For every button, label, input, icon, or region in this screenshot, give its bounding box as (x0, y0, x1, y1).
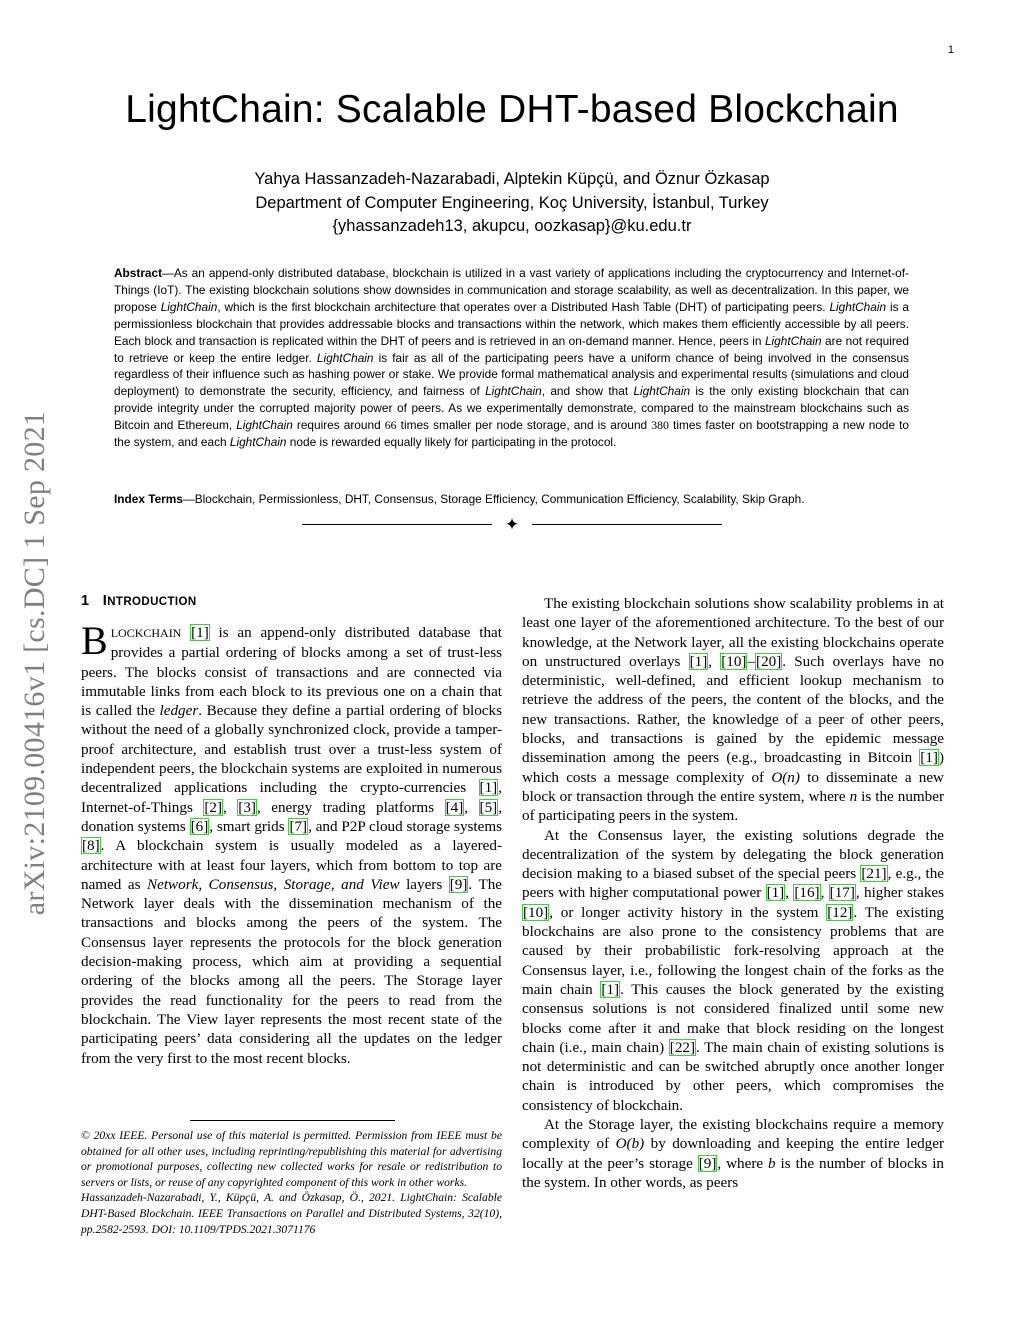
page-number: 1 (947, 44, 954, 56)
section-separator (300, 515, 724, 535)
section-heading (81, 593, 501, 609)
citation-link[interactable]: [17] (829, 884, 855, 902)
intro-paragraph-2 (522, 594, 944, 826)
abstract-text: , and show that (541, 384, 634, 399)
author-emails: {yhassanzadeh13, akupcu, oozkasap}@ku.edu.tr (332, 217, 692, 235)
citation-link[interactable]: [7] (289, 817, 308, 835)
copyright-notice: © 20xx IEEE. Personal use of this material is permitted. Permission from IEEE must be obtained for all other uses, including reprinting/republishing this material for advertising or promotional purposes, collecting new collected works for resale or redistribution to servers or lists, or reuse of any copyrighted component of this work in other works. (81, 1129, 502, 1189)
citation-notice: Hassanzadeh-Nazarabadi, Y., Küpçü, A. and Özkasap, Ö., 2021. LightChain: Scalable DHT-Based Blockchain. IEEE Transactions on Parallel and Distributed Systems, 32(10), pp.2582-2593. DOI: 10.1109/TPDS.2021.3071176 (81, 1191, 502, 1236)
system-name: LightChain (485, 384, 542, 399)
left-column (81, 618, 503, 1068)
system-name: LightChain (316, 350, 374, 365)
citation-link[interactable]: [5] (479, 798, 498, 816)
abstract (114, 265, 909, 451)
separator-diamond-icon: ✦ (504, 515, 520, 534)
citation-link[interactable]: [4] (445, 798, 464, 816)
citation-link[interactable]: [1] (479, 779, 498, 797)
body-text: is the number of participating peers in the system. (522, 787, 945, 825)
abstract-text: , which is the first blockchain architecture that operates over a Distributed Hash Table (DHT) of participating peers. (217, 299, 830, 314)
body-text: , (708, 652, 721, 670)
citation-link[interactable]: [9] (698, 1154, 717, 1172)
bootstrap-factor: 380 (651, 418, 669, 433)
citation-link[interactable]: [20] (756, 652, 782, 670)
drop-cap: B (81, 618, 108, 663)
footnote-rule (190, 1120, 395, 1121)
abstract-text: requires around (292, 418, 385, 433)
author-affiliation: Department of Computer Engineering, Koç University, İstanbul, Turkey (255, 193, 769, 212)
body-text: , or longer activity history in the system (549, 903, 827, 921)
body-text: . The main chain of existing solutions is not deterministic and can be switched abruptly once another longer chain is introduced by other peers, which compromises the consistency of blockchain. (522, 1038, 944, 1114)
author-names: Yahya Hassanzadeh-Nazarabadi, Alptekin Küpçü, and Öznur Özkasap (254, 170, 770, 188)
citation-link[interactable]: [10] (721, 652, 747, 670)
footnote (81, 1128, 502, 1237)
body-text: . A blockchain system is usually modeled as a layered-architecture with at least four layers, which from bottom to top are named as (81, 837, 502, 893)
system-name: LightChain (829, 299, 887, 314)
index-terms-dash: — (182, 492, 195, 506)
abstract-dash: — (162, 266, 174, 280)
layer-names: Network, Consensus, Storage, and View (147, 875, 400, 893)
abstract-text: are not required to retrieve or keep the entire ledger. (114, 333, 909, 365)
right-column (522, 594, 944, 1192)
body-text: – (747, 652, 756, 670)
complexity-on: O(n) (771, 768, 800, 786)
citation-link[interactable]: [22] (669, 1038, 696, 1056)
lead-word: LOCKCHAIN (110, 626, 182, 640)
index-terms-text: Blockchain, Permissionless, DHT, Consensus, Storage Efficiency, Communication Efficiency, Scalability, Skip Graph. (194, 492, 805, 506)
storage-factor: 66 (384, 418, 397, 433)
abstract-text: is fair as all of the participating peers have a uniform chance of being involved in the consensus regardless of their influence such as hashing power or stake. We provide formal mathematical analysis and experimental results (simulations and cloud deployment) to demonstrate the security, efficiency, and fairness of (114, 350, 909, 399)
body-text: . Because they define a partial ordering of blocks without the need of a globally synchronized clock, provide a tamper-proof architecture, and establish trust over a trust-less system of independent peers, the blockchain systems are exploited in numerous decentralized applications including the crypto-currencies (81, 702, 502, 797)
abstract-label: Abstract (114, 266, 163, 280)
abstract-text: is the only existing blockchain that can provide integrity under the corrupted majority power of peers. As we experimentally demonstrate, compared to the mainstream blockchains such as Bitcoin and Ethereum, (114, 384, 909, 433)
var-b: b (768, 1154, 776, 1172)
citation-link[interactable]: [1] (920, 749, 938, 767)
arxiv-stamp: arXiv:2109.00416v1 [cs.DC] 1 Sep 2021 (18, 410, 51, 916)
citation-link[interactable]: [1] (689, 652, 708, 670)
body-text: At the Storage layer, the existing blockchains require a memory complexity of (522, 1116, 944, 1153)
body-text: , donation systems (81, 798, 502, 835)
citation-link[interactable]: [12] (827, 903, 853, 921)
body-text: , Internet-of-Things (81, 779, 502, 816)
body-text: by downloading and keeping the entire ledger locally at the peer’s storage (522, 1135, 944, 1172)
body-text: . Such overlays have no deterministic, well-defined, and efficient lookup mechanism to retrieve the address of the peers, the content of the blocks, and the new transactions. Rather, the knowledge of a peer of other peers, blocks, and transactions is gained by the epidemic message dissemination among the peers (e.g., broadcasting in Bitcoin (522, 652, 944, 767)
body-text: . This causes the block generated by the existing consensus solutions is not considered finalized until some new blocks come after it and make that block residing on the longest chain (i.e., main chain) (522, 980, 944, 1056)
body-text: layers (399, 875, 449, 893)
body-text: , e.g., the peers with higher computational power (522, 865, 944, 902)
system-name: LightChain (764, 333, 822, 348)
body-text: is the number of blocks in the system. In other words, as peers (522, 1154, 944, 1191)
abstract-text: As an append-only distributed database, blockchain is utilized in a vast variety of applications including the cryptocurrency and Internet-of-Things (IoT). The existing blockchain solutions show downsides in communication and storage scalability, as well as decentralization. In this paper, we propose (114, 266, 909, 314)
body-text: . The existing blockchains are also prone to the consistency problems that are caused by their probabilistic fork-resolving approach at the Consensus layer, i.e., following the longest chain of the forks as the main chain (522, 903, 944, 998)
system-name: LightChain (633, 384, 691, 399)
author-block (80, 168, 944, 239)
citation-link[interactable]: [10] (523, 903, 549, 921)
citation-link[interactable]: [6] (190, 817, 209, 835)
abstract-text: times smaller per node storage, and is around (396, 418, 652, 433)
intro-paragraph-4 (522, 1115, 944, 1192)
complexity-ob: O(b) (615, 1135, 645, 1153)
body-text: , smart grids (209, 817, 289, 835)
system-name: LightChain (236, 418, 293, 433)
body-text: to disseminate a new block or transaction through the entire system, where (522, 768, 944, 805)
var-n: n (849, 787, 858, 805)
abstract-text: node is rewarded equally likely for participating in the protocol. (286, 435, 617, 450)
index-terms-label: Index Terms (114, 492, 183, 506)
system-name: LightChain (229, 435, 287, 450)
body-text: At the Consensus layer, the existing solutions degrade the decentralization of the system by delegating the block generation decision making to a biased subset of the special peers (522, 826, 944, 883)
abstract-text: times faster on bootstrapping a new node to the system, and each (114, 418, 909, 450)
citation-link[interactable]: [3] (238, 798, 256, 816)
citation-link[interactable]: [2] (204, 798, 222, 816)
term-ledger: ledger (159, 702, 199, 720)
section-initial: I (102, 593, 108, 609)
separator-line-right (532, 524, 722, 525)
system-name: LightChain (160, 299, 218, 314)
separator-line-left (302, 524, 492, 525)
body-text: , (820, 884, 829, 902)
citation-link[interactable]: [1] (191, 624, 209, 641)
citation-link[interactable]: [1] (766, 884, 785, 902)
citation-link[interactable]: [9] (449, 875, 468, 893)
citation-link[interactable]: [16] (794, 884, 820, 902)
abstract-text: is a permissionless blockchain that provides addressable blocks and transactions within the network, which makes them efficiently accessible by all peers. Each block and transaction is replicated within the DHT of peers and is retrieved in an on-demand manner. Hence, peers in (114, 299, 909, 348)
citation-link[interactable]: [21] (861, 865, 887, 883)
body-text: The existing blockchain solutions show scalability problems in at least one layer of the aforementioned architecture. To the best of our knowledge, at the Network layer, all the existing blockchains operate on unstructured overlays (522, 595, 944, 670)
index-terms (114, 491, 909, 508)
body-text: , higher stakes (855, 884, 944, 902)
body-text: is an append-only distributed database that provides a partial ordering of blocks among a set of trust-less peers. The blocks consist of transactions and are connected via immutable links from each block to its previous one on a chain that is called the (81, 624, 502, 720)
intro-paragraph-1: BLOCKCHAIN [1] is an append-only distributed database that provides a partial ordering of blocks among a set of trust-less peers. The blocks consist of transactions and are connected via immutable links from each block to its previous one on a chain that is called the ledger. Because they define a partial ordering of blocks without the need of a globally synchronized clock, provide a tamper-proof architecture, and establish trust over a trust-less system of independent peers, the blockchain systems are exploited in numerous decentralized applications including the crypto-currencies [1], Internet-of-Things [2], [3], energy trading platforms [4], [5], donation systems [6], smart grids [7], and P2P cloud storage systems [8]. A blockchain system is usually modeled as a layered-architecture with at least four layers, which from bottom to top are named as Network, Consensus, Storage, and View layers [9]. The Network layer deals with the dissemination mechanism of the transactions and blocks among the peers of the system. The Consensus layer represents the protocols for the block generation decision-making process, which aim at providing a sequential ordering of the blocks among all the peers. The Storage layer provides the read functionality for the peers to read from the blockchain. The View layer represents the most recent state of the participating peers’ data considering all the updates on the ledger from the very first to the most recent blocks. (81, 618, 503, 1067)
section-title-rest: NTRODUCTION (107, 596, 197, 608)
paper-title: LightChain: Scalable DHT-based Blockchain (125, 88, 899, 131)
body-text: . The Network layer deals with the dissemination mechanism of the transactions and blocks among the peers of the system. The Consensus layer represents the protocols for the block generation decision-making process, which aim at providing a sequential ordering of the blocks among all the peers. The Storage layer provides the read functionality for the peers to read from the blockchain. The View layer represents the most recent state of the participating peers’ data considering all the updates on the ledger from the very first to the most recent blocks. (81, 875, 502, 1067)
intro-paragraph-3: At the Consensus layer, the existing solutions degrade the decentralization of the system by delegating the block generation decision making to a biased subset of the special peers [21], e.g., the peers with higher computational power [1], [16], [17], higher stakes [10], or longer activity history in the system [12]. The existing blockchains are also prone to the consistency problems that are caused by their probabilistic fork-resolving approach at the Consensus layer, i.e., following the longest chain of the forks as the main chain [1]. This causes the block generated by the existing consensus solutions is not considered finalized until some new blocks come after it and make that block residing on the longest chain (i.e., main chain) [22]. The main chain of existing solutions is not deterministic and can be switched abruptly once another longer chain is introduced by other peers, which compromises the consistency of blockchain. (522, 826, 944, 1114)
section-number: 1 (81, 593, 90, 609)
citation-link[interactable]: [8] (82, 837, 100, 855)
body-text: , and P2P cloud storage systems (308, 817, 503, 835)
citation-link[interactable]: [1] (601, 980, 620, 998)
body-text: , where (717, 1154, 769, 1172)
body-text: ) which costs a message complexity of (522, 749, 944, 786)
body-text: , energy trading platforms (256, 798, 445, 816)
